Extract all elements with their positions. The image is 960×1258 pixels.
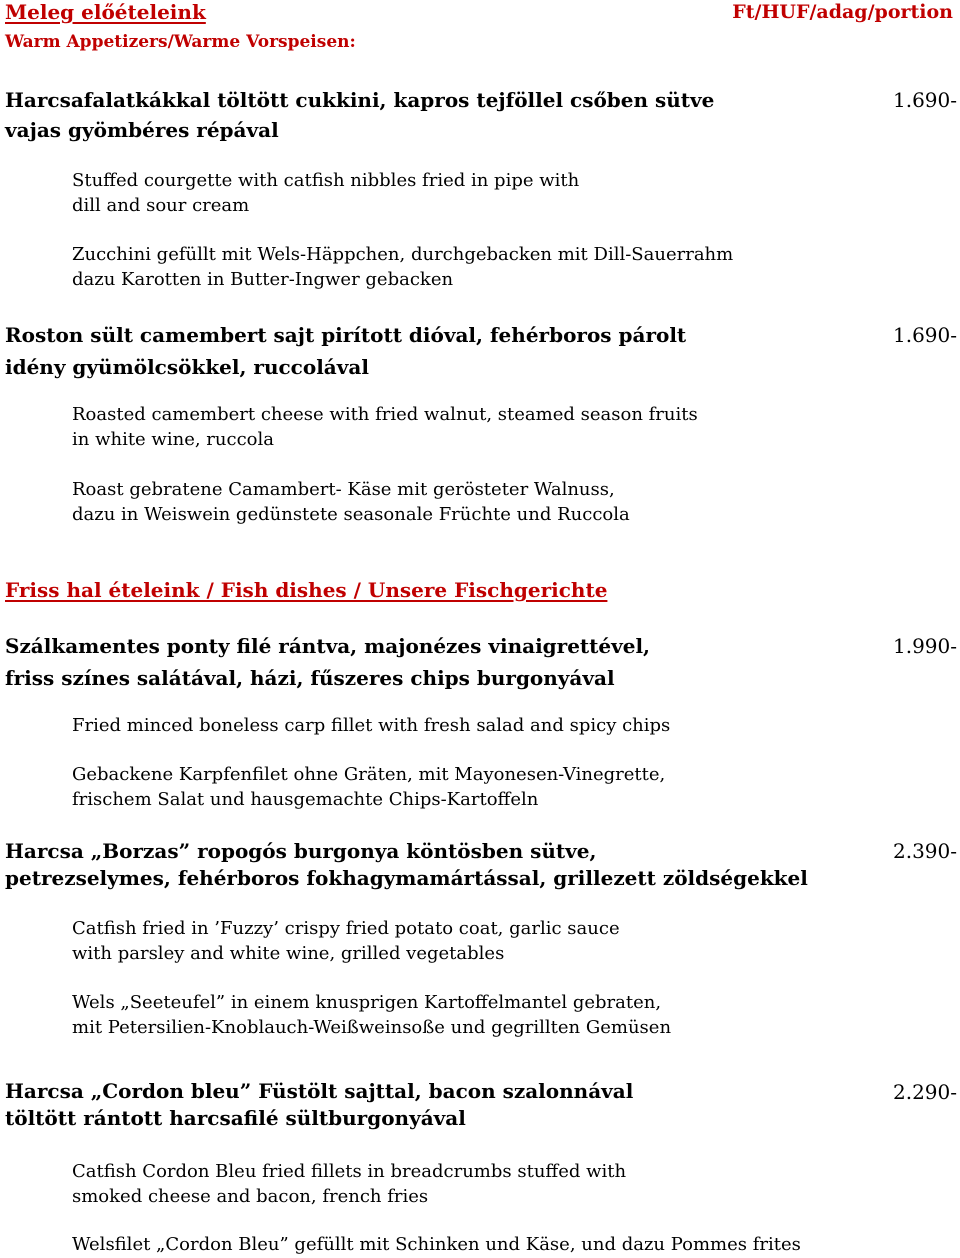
dish-description-en	[72, 168, 579, 218]
description-line: Fried minced boneless carp fillet with fresh salad and spicy chips	[72, 715, 671, 736]
dish-description-en	[72, 402, 698, 452]
dish-description-de	[72, 762, 665, 812]
dish-description-de	[72, 242, 733, 292]
dish-description-en	[72, 713, 670, 738]
description-line: frischem Salat und hausgemachte Chips-Kartoffeln	[72, 789, 539, 810]
description-line: mit Petersilien-Knoblauch-Weißweinsoße und gegrillten Gemüsen	[72, 1017, 672, 1038]
dish-price: 1.990-	[892, 634, 957, 658]
description-line: Catfish fried in ’Fuzzy’ crispy fried potato coat, garlic sauce	[72, 918, 620, 939]
section-title-fish-dishes: Friss hal ételeink / Fish dishes / Unsere Fischgerichte	[5, 578, 608, 602]
description-line: Wels „Seeteufel” in einem knusprigen Kartoffelmantel gebraten,	[72, 992, 662, 1013]
description-line: in white wine, ruccola	[72, 429, 274, 450]
dish-price: 1.690-	[892, 88, 957, 112]
dish-title	[5, 85, 714, 145]
description-line: Roasted camembert cheese with fried walnut, steamed season fruits	[72, 404, 698, 425]
dish-title-line: Roston sült camembert sajt pirított dióval, fehérboros párolt	[5, 323, 687, 347]
price-unit-label: Ft/HUF/adag/portion	[732, 1, 953, 23]
description-line: with parsley and white wine, grilled vegetables	[72, 943, 505, 964]
dish-title-line: Harcsa „Cordon bleu” Füstölt sajttal, bacon szalonnával	[5, 1079, 634, 1103]
dish-title-line: Szálkamentes ponty filé rántva, majonézes vinaigrettével,	[5, 634, 651, 658]
dish-title-line: vajas gyömbéres répával	[5, 118, 279, 142]
dish-title-line: Harcsafalatkákkal töltött cukkini, kapros tejföllel csőben sütve	[5, 88, 715, 112]
dish-description-de	[72, 477, 630, 527]
dish-price: 1.690-	[892, 323, 957, 347]
description-line: dazu Karotten in Butter-Ingwer gebacken	[72, 269, 454, 290]
description-line: Gebackene Karpfenfilet ohne Gräten, mit Mayonesen-Vinegrette,	[72, 764, 666, 785]
dish-title-line: friss színes salátával, házi, fűszeres chips burgonyával	[5, 666, 615, 690]
dish-title-line: petrezselymes, fehérboros fokhagymamártással, grillezett zöldségekkel	[5, 866, 808, 890]
description-line: Zucchini gefüllt mit Wels-Häppchen, durchgebacken mit Dill-Sauerrahm	[72, 244, 734, 265]
description-line: smoked cheese and bacon, french fries	[72, 1186, 429, 1207]
dish-title	[5, 838, 808, 892]
dish-title	[5, 319, 686, 383]
section-subtitle-warm-appetizers: Warm Appetizers/Warme Vorspeisen:	[5, 32, 356, 52]
description-line: Welsfilet „Cordon Bleu” gefüllt mit Schinken und Käse, und dazu Pommes frites	[72, 1234, 801, 1255]
dish-description-en	[72, 1159, 626, 1209]
description-line: dill and sour cream	[72, 195, 250, 216]
dish-title	[5, 630, 650, 694]
dish-description-en	[72, 916, 620, 966]
dish-title-line: töltött rántott harcsafilé sültburgonyával	[5, 1106, 466, 1130]
description-line: dazu in Weiswein gedünstete seasonale Früchte und Ruccola	[72, 504, 630, 525]
description-line: Catfish Cordon Bleu fried fillets in breadcrumbs stuffed with	[72, 1161, 627, 1182]
dish-price: 2.390-	[892, 839, 957, 863]
description-line: Roast gebratene Camambert- Käse mit gerösteter Walnuss,	[72, 479, 615, 500]
dish-title-line: Harcsa „Borzas” ropogós burgonya köntösben sütve,	[5, 839, 597, 863]
dish-description-de	[72, 1232, 801, 1257]
section-title-warm-appetizers: Meleg előételeink	[5, 0, 206, 24]
dish-description-de	[72, 990, 671, 1040]
description-line: Stuffed courgette with catfish nibbles fried in pipe with	[72, 170, 580, 191]
dish-title-line: idény gyümölcsökkel, ruccolával	[5, 355, 369, 379]
dish-price: 2.290-	[892, 1080, 957, 1104]
dish-title	[5, 1078, 633, 1132]
